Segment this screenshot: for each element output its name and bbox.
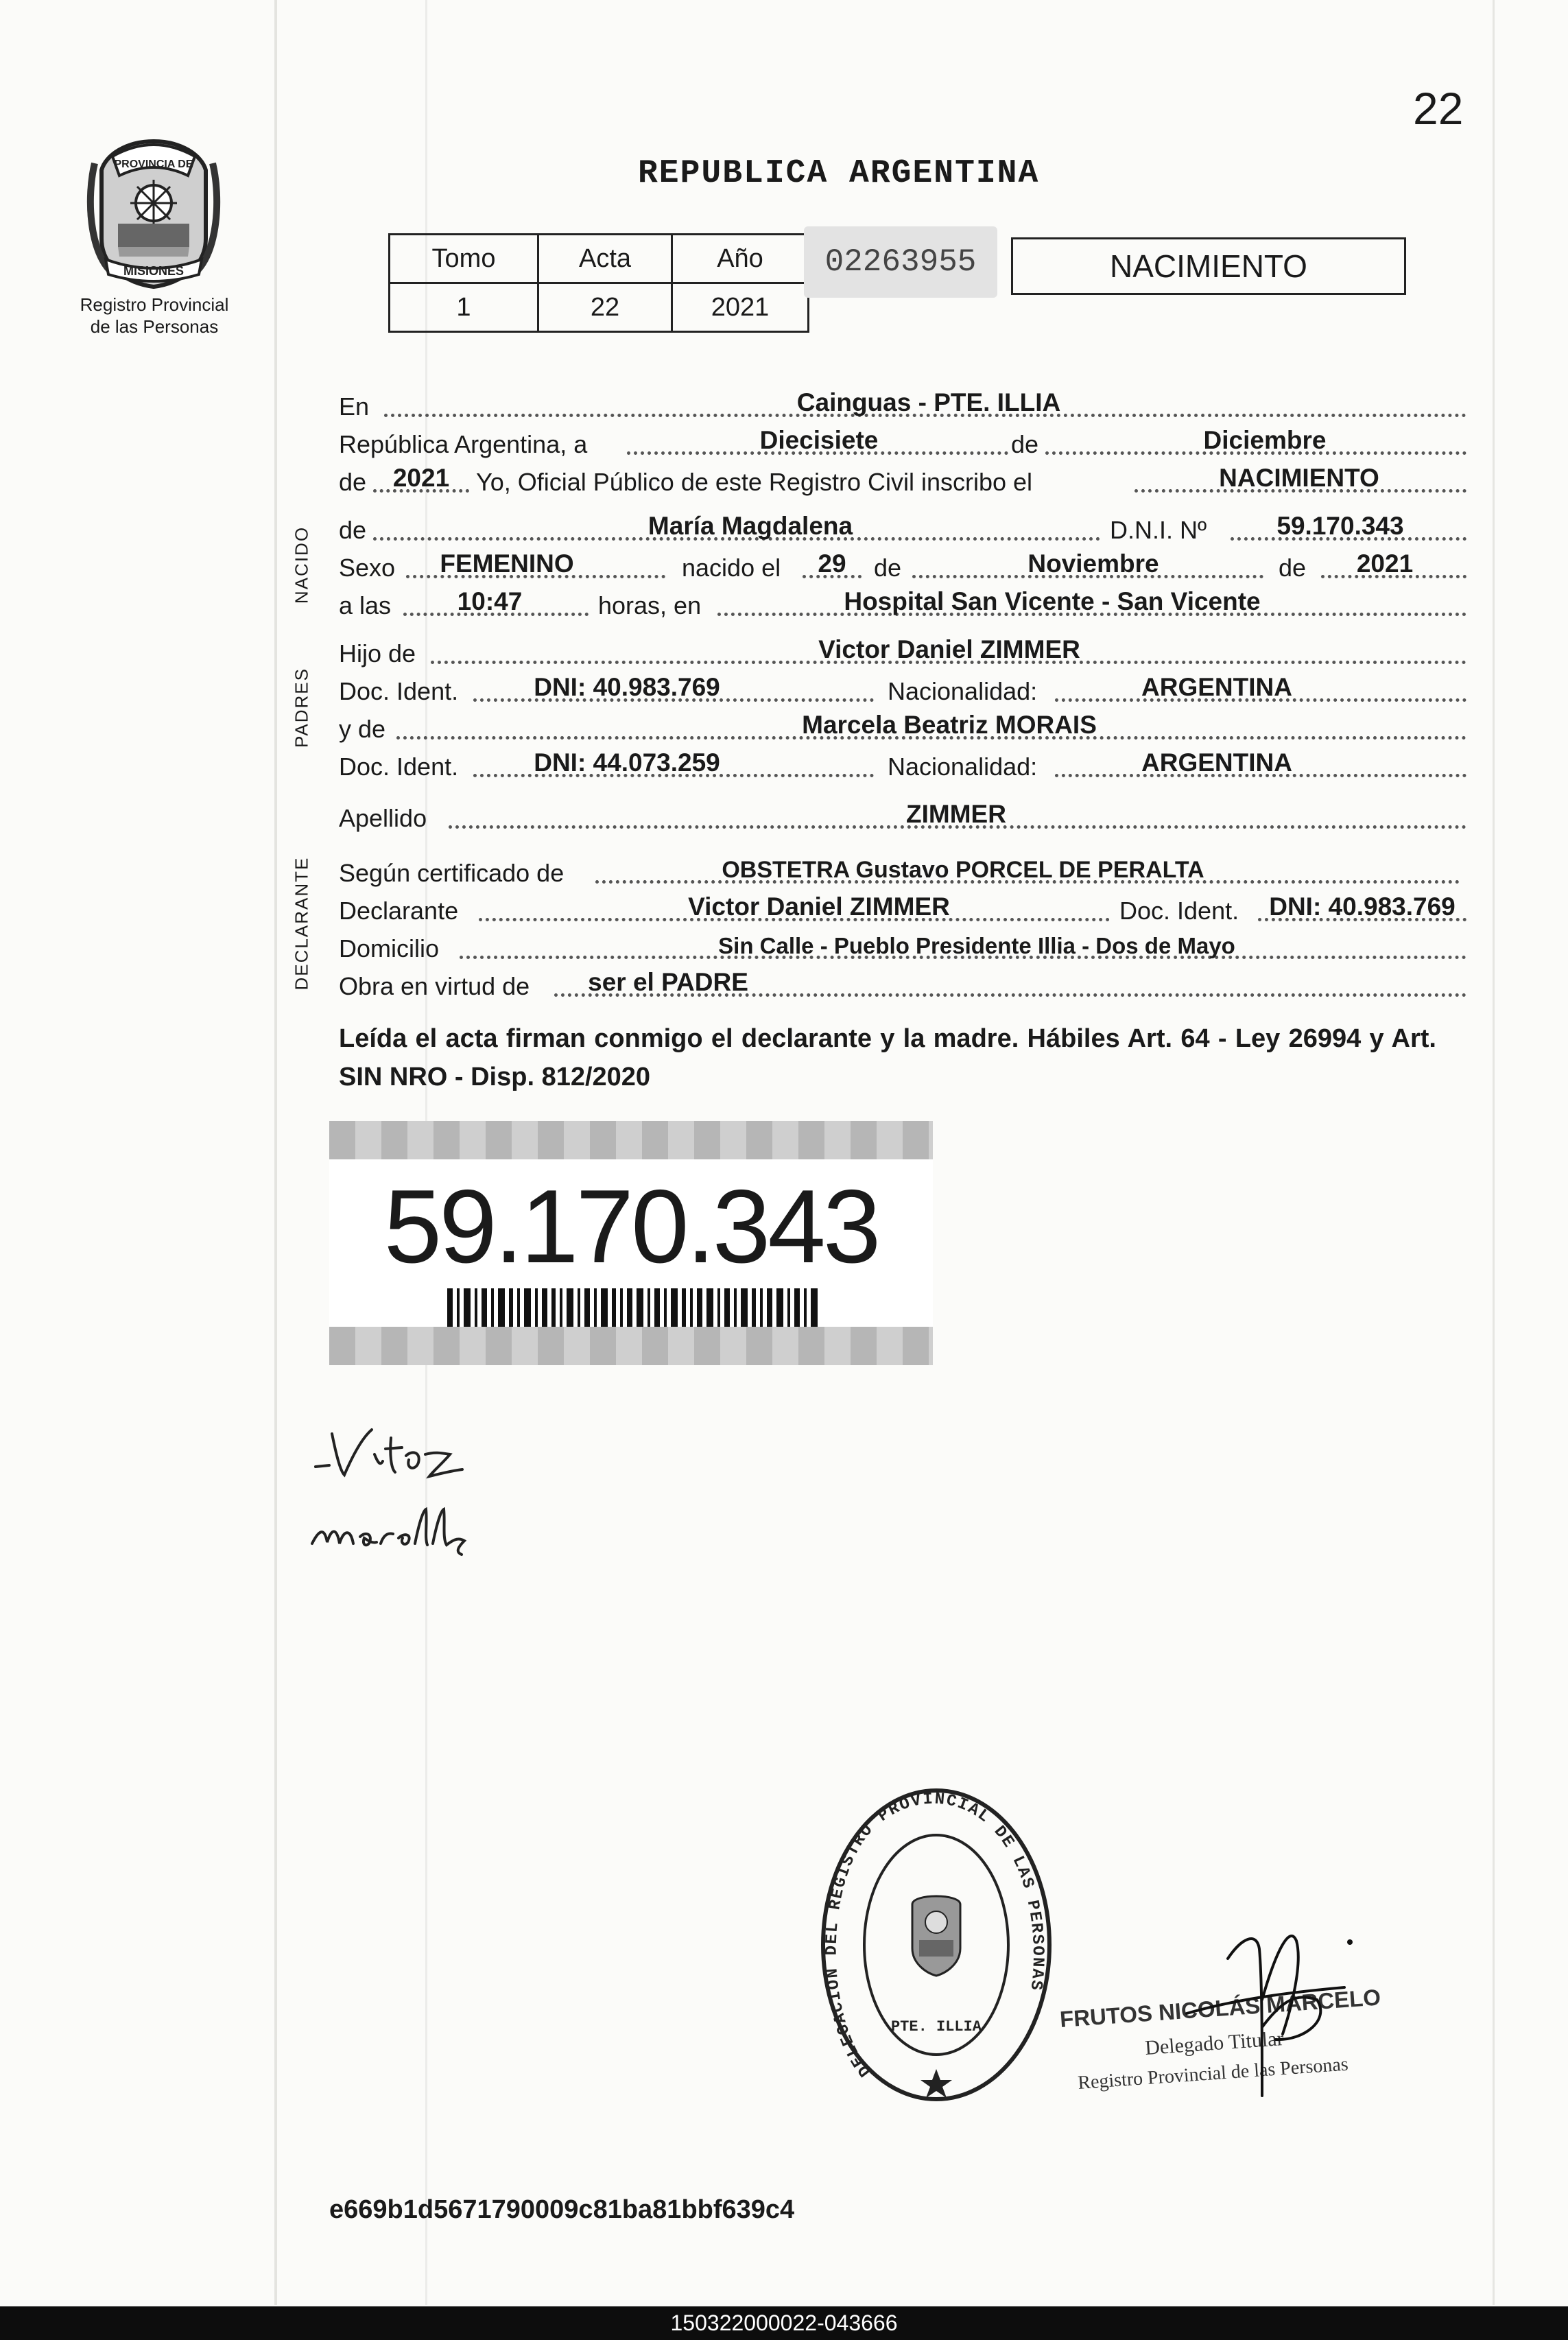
side-label-nacido: NACIDO [291,525,312,604]
field-place-value: Hospital San Vicente - San Vicente [844,587,1261,615]
document-hash: e669b1d5671790009c81ba81bbf639c4 [329,2195,795,2224]
field-certificate-value: OBSTETRA Gustavo PORCEL DE PERALTA [722,857,1204,883]
sticker-pattern-top [329,1121,933,1159]
field-address-value: Sin Calle - Pueblo Presidente Illia - Dos de Mayo [718,933,1235,958]
field-birth-year: 2021 [1356,549,1414,578]
svg-text:FRUTOS NICOLÁS MARCELO: FRUTOS NICOLÁS MARCELO [1058,1984,1382,2032]
dni-sticker-number: 59.170.343 [383,1168,879,1285]
field-declarant-doc: DNI: 40.983.769 [1269,893,1456,921]
field-name-value: María Magdalena [648,512,853,540]
act-type-box: NACIMIENTO [1011,237,1406,295]
header-acta: Acta [538,235,672,283]
emblem-caption: Registro Provincial de las Personas [80,294,229,337]
field-surname-value: ZIMMER [906,800,1006,828]
side-label-declarante: DECLARANTE [291,856,312,991]
field-time-value: 10:47 [457,587,523,615]
svg-text:PROVINCIA DE: PROVINCIA DE [114,158,193,170]
svg-text:Registro Provincial de las Per: Registro Provincial de las Personas [1077,2053,1349,2094]
document-heading: REPUBLICA ARGENTINA [638,155,1040,192]
field-dni-value: 59.170.343 [1276,512,1404,540]
page-number: 22 [1413,83,1464,134]
star-icon [920,2069,952,2098]
field-mother-nat: ARGENTINA [1141,748,1292,777]
field-capacity-value: ser el PADRE [588,968,748,996]
footer-id-bar: 150322000022-043666 [0,2306,1568,2340]
field-father-name: Victor Daniel ZIMMER [818,635,1080,663]
value-ano: 2021 [672,283,809,332]
fold-line [1493,0,1495,2305]
svg-text:PTE. ILLIA: PTE. ILLIA [890,2018,982,2035]
sticker-pattern-bottom [329,1327,933,1365]
coat-of-arms-icon [912,1896,960,1976]
header-tomo: Tomo [390,235,538,283]
field-father-nat: ARGENTINA [1141,673,1292,701]
field-en-value: Cainguas - PTE. ILLIA [796,388,1061,416]
field-sex-value: FEMENINO [440,549,574,578]
registry-oval-stamp [816,1784,1056,2106]
registry-table [388,233,809,333]
misiones-coat-of-arms-icon [85,136,222,290]
side-label-padres: PADRES [291,667,312,748]
field-declarant-name: Victor Daniel ZIMMER [688,893,950,921]
svg-text:MISIONES: MISIONES [123,264,185,278]
field-act-value: NACIMIENTO [1219,464,1379,492]
field-mother-doc: DNI: 44.073.259 [534,748,720,777]
value-tomo: 1 [390,283,538,332]
fold-line [274,0,277,2305]
field-birth-month: Noviembre [1027,549,1159,578]
dni-sticker [329,1121,933,1365]
certificate-remark: Leída el acta firman conmigo el declarante y la madre. Hábiles Art. 64 - Ley 26994 y Art. SIN NRO - Disp. 812/2020 [339,1024,1436,1091]
svg-text:DELEGACION DEL REGISTRO PROVIN: DELEGACION DEL REGISTRO PROVINCIAL DE LAS PERSONAS [822,1790,1047,2080]
official-signature-stamp [1056,1924,1427,2116]
field-father-doc: DNI: 40.983.769 [534,673,720,701]
field-year-value: 2021 [392,464,450,492]
field-birth-day: 29 [818,549,846,578]
signature-mother [305,1496,477,1564]
value-acta: 22 [538,283,672,332]
svg-text:Delegado Titular: Delegado Titular [1144,2026,1285,2059]
control-number-stamp: 02263955 [804,226,997,298]
header-ano: Año [672,235,809,283]
birth-certificate-page: 22 PROVINCIA DE MISIONES Registro Provincial de las Personas REPUBLICA ARGENTINA Tomo Acta Año 1 22 2021 02263955 NACIMIENTO NACIDO PADRES DECLARANTE En Cainguas - PTE. ILLIA República Argentina, a Diecisiete de Diciembre de 2021 Yo, Oficial Público de este Registro Civil inscribo el NACIMIENTO de María Magdalena D.N.I. Nº 59.170.343 Sexo FEMENINO nacido el 29 de Noviembre de 2021 a las 10:47 horas, en Hospital San Vicente - San Vicente Hijo de Victor Daniel ZIMMER Doc. Ident. DNI: 40.983.769 Nacionalidad: ARGENTINA y de Marcela Beatriz MORAIS Doc. Ident. DNI: 44.073.259 Nacionalidad: ARGENTINA Apellido ZIMMER Según certificado de OBSTETRA Gustavo PORCEL DE PERALTA Declarante Victor Daniel ZIMMER Doc. Ident. DNI: 40.983.769 Domicilio Sin Calle - Pueblo Presidente Illia - Dos de Mayo Obra en virtud de ser el PADRE Leída el acta firman conmigo el declarante y la madre. Hábiles Art. 64 - Ley 26994 y Art. SIN NRO - Disp. 812/2020 59.170.343 DELEGACION DEL REGISTRO PROVINCIAL DE LAS PERSONAS PTE. ILLIA FRUTOS NICOLÁS MARCELO Delegado Titular Registro Provincial de las Personas e669b1d5671790009c81ba81bbf639c4 150322000022-043666 [0,0,1568,2340]
signature-declarant [309,1413,473,1489]
field-mother-name: Marcela Beatriz MORAIS [802,711,1097,739]
field-month-value: Diciembre [1203,426,1327,454]
field-day-value: Diecisiete [759,426,879,454]
